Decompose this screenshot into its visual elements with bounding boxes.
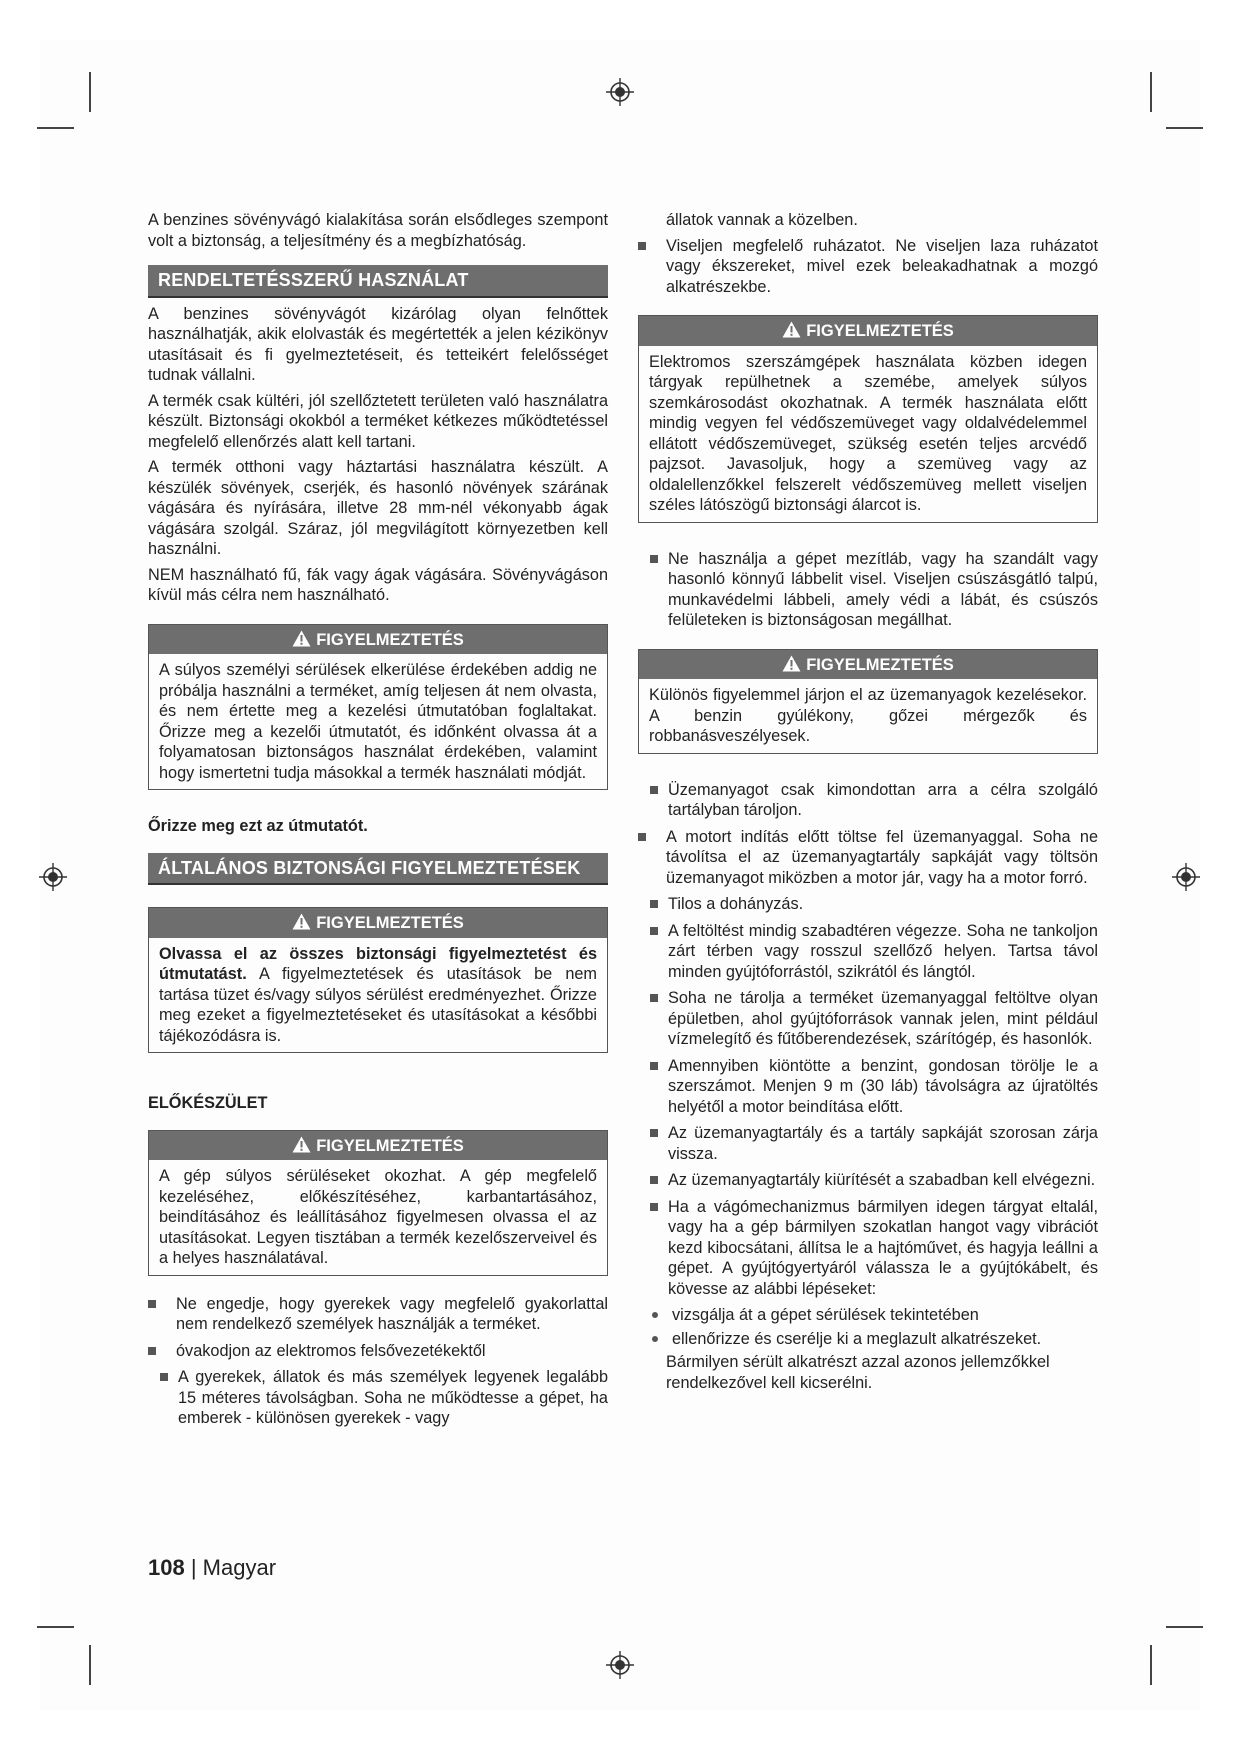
page-number: 108 — [148, 1555, 185, 1580]
list-item: óvakodjon az elektromos felsővezetékektől — [148, 1341, 608, 1362]
warning-text: A súlyos személyi sérülések elkerülése érdekében addig ne próbálja használni a terméket, amíg teljesen át nem olvasta, és nem értette meg a kezelési útmutatóban foglaltakat. Őrizze meg a kezelői útmutatót, és időnként olvassa át a folyamatosan biztonságos használat érdekében, valamint hogy ismertetni tudja másokkal a termék használati módját. — [159, 661, 597, 782]
footer-separator: | — [184, 1555, 203, 1580]
bullet-list-indented — [638, 894, 1098, 1299]
warning-box — [148, 1130, 608, 1276]
warning-triangle-icon — [292, 1136, 311, 1153]
bullet-list — [638, 236, 1098, 298]
warning-header — [149, 625, 607, 655]
warning-title: FIGYELMEZTETÉS — [316, 1136, 464, 1155]
warning-text: Elektromos szerszámgépek használata közben idegen tárgyak repülhetnek a szemébe, amelyek súlyos szemkárosodást okozhatnak. A termék használata előtt mindig vegyen fel védőszemüveget vagy oldalvédelemmel ellátott védőszemüveget, szükség esetén teljes arcvédő pajzsot. Javasoljuk, hogy a szemüveg vagy az oldalellenzőkkel felszerelt védőszemüveg mellett viseljen széles látószögű biztonsági álarcot is. — [649, 352, 1087, 514]
continued-text: állatok vannak a közelben. — [666, 211, 858, 229]
bullet-list — [638, 827, 1098, 889]
list-item: Amennyiben kiöntötte a benzint, gondosan törölje le a szerszámot. Menjen 9 m (30 láb) távolságra az újratöltés helyétől a motor beindítása előtt. — [638, 1056, 1098, 1118]
section-title-preparation: ELŐKÉSZÜLET — [148, 1094, 268, 1112]
page-footer — [148, 1555, 276, 1581]
intro-paragraph: A benzines sövényvágó kialakítása során elsődleges szempont volt a biztonság, a teljesítmény és a megbízhatóság. — [148, 211, 608, 250]
warning-text: A gép súlyos sérüléseket okozhat. A gép megfelelő kezeléséhez, előkészítéséhez, karbantartásához, beindításához és leállításához figyelmesen olvassa el az utasításokat. Legyen tisztában a termék kezelőszerveivel és a helyes használatával. — [159, 1167, 597, 1267]
crop-mark-bl-h — [37, 1626, 74, 1628]
warning-box — [148, 624, 608, 791]
list-item: vizsgálja át a gépet sérülések tekintetében — [638, 1305, 1098, 1326]
list-item: Üzemanyagot csak kimondottan arra a célra szolgáló tartályban tároljon. — [638, 780, 1098, 821]
square-bullet-icon — [650, 900, 658, 908]
list-item: Soha ne tárolja a terméket üzemanyaggal feltöltve olyan épületben, ahol gyújtóforrások vannak jelen, mint például vízmelegítő és fűtőberendezések, szárítógép, és hasonlók. — [638, 988, 1098, 1050]
square-bullet-icon — [148, 1300, 156, 1308]
square-bullet-icon — [650, 1129, 658, 1137]
crop-mark-bl-v — [89, 1645, 91, 1685]
dot-bullet-icon — [652, 1312, 658, 1318]
section-title-general-safety: ÁLTALÁNOS BIZTONSÁGI FIGYELMEZTETÉSEK — [148, 853, 608, 886]
list-item: A gyerekek, állatok és más személyek legyenek legalább 15 méteres távolságban. Soha ne működtesse a gépet, ha emberek - különösen gyerekek - vagy — [148, 1367, 608, 1429]
list-item: Ne engedje, hogy gyerekek vagy megfelelő gyakorlattal nem rendelkező személyek használják a terméket. — [148, 1294, 608, 1335]
bullet-list-indented — [638, 780, 1098, 821]
square-bullet-icon — [638, 242, 646, 250]
registration-mark-icon — [1171, 862, 1201, 892]
warning-triangle-icon — [782, 655, 801, 672]
square-bullet-icon — [650, 1062, 658, 1070]
crop-mark-br-v — [1150, 1645, 1152, 1685]
list-item: Az üzemanyagtartály kiürítését a szabadban kell elvégezni. — [638, 1170, 1098, 1191]
bullet-list-indented — [638, 549, 1098, 631]
warning-triangle-icon — [782, 321, 801, 338]
list-item: Ne használja a gépet mezítláb, vagy ha szandált vagy hasonló könnyű lábbelit visel. Viseljen csúszásgátló talpú, munkavédelmi lábbeli, amely védi a lábát, és csúszós felületeken is biztonságosan megállhat. — [638, 549, 1098, 631]
square-bullet-icon — [650, 927, 658, 935]
bullet-list — [148, 1294, 608, 1362]
warning-text: Különös figyelemmel járjon el az üzemanyagok kezelésekor. A benzin gyúlékony, gőzei mérgezők és robbanásveszélyesek. — [649, 686, 1087, 745]
right-column — [638, 210, 1098, 1393]
warning-header — [639, 650, 1097, 680]
list-item: Ha a vágómechanizmus bármilyen idegen tárgyat eltalál, vagy ha a gép bármilyen szokatlan hangot vagy vibrációt kezd kibocsátani, állítsa le a hajtóművet, és hagyja leállni a gépet. A gyújtógyertyáról válassza le a gyújtókábelt, és kövesse az alábbi lépéseket: — [638, 1197, 1098, 1300]
crop-mark-br-h — [1166, 1626, 1203, 1628]
dot-list — [638, 1305, 1098, 1349]
warning-header — [639, 316, 1097, 346]
footer-language: Magyar — [202, 1555, 277, 1580]
list-item: ellenőrizze és cserélje ki a meglazult alkatrészeket. — [638, 1329, 1098, 1350]
bullet-list-indented — [148, 1367, 608, 1429]
warning-box — [638, 315, 1098, 523]
warning-bold-text: Olvassa el az összes biztonsági figyelmeztetést és útmutatást. — [159, 944, 597, 983]
registration-mark-icon — [38, 862, 68, 892]
warning-title: FIGYELMEZTETÉS — [806, 322, 954, 340]
warning-text — [159, 944, 597, 1047]
section-title-intended-use: RENDELTETÉSSZERŰ HASZNÁLAT — [148, 265, 608, 298]
left-column — [148, 210, 608, 1435]
list-item: A feltöltést mindig szabadtéren végezze. Soha ne tankoljon zárt térben vagy rosszul szellőző helyen. Tartsa távol minden gyújtóforrástól, szikrától és lángtól. — [638, 921, 1098, 983]
paragraph: A termék csak kültéri, jól szellőztetett területen való használatra készült. Biztonsági okokból a terméket kétkezes működtetéssel megfelelő ellenőrzés alatt kell tartani. — [148, 391, 608, 451]
list-item: A motort indítás előtt töltse fel üzemanyaggal. Soha ne távolítsa el az üzemanyagtartály sapkáját vagy töltsön üzemanyagot miközben a motor jár, vagy ha a motor forró. — [638, 827, 1098, 889]
list-item: Viseljen megfelelő ruházatot. Ne viseljen laza ruházatot vagy ékszereket, mivel ezek beleakadhatnak a mozgó alkatrészekbe. — [638, 236, 1098, 298]
paragraph: NEM használható fű, fák vagy ágak vágására. Sövényvágáson kívül más célra nem használható. — [148, 565, 608, 604]
square-bullet-icon — [148, 1347, 156, 1355]
warning-box — [638, 649, 1098, 754]
paragraph: A termék otthoni vagy háztartási használatra készült. A készülék sövények, cserjék, és hasonló növények szárának vágására és nyírására, illetve 28 mm-nél vékonyabb ágak vágására szolgál. Száraz, jól megvilágított környezetben kell használni. — [148, 458, 608, 558]
warning-title: FIGYELMEZTETÉS — [316, 630, 464, 649]
square-bullet-icon — [650, 1203, 658, 1211]
warning-triangle-icon — [292, 913, 311, 930]
dot-bullet-icon — [652, 1336, 658, 1342]
list-item: Tilos a dohányzás. — [638, 894, 1098, 915]
warning-text-rest: A figyelmeztetések és utasítások be nem tartása tüzet és/vagy súlyos sérülést eredményezhet. Őrizze meg ezeket a figyelmeztetéseket és utasításokat a későbbi tájékozódásra is. — [159, 965, 597, 1045]
square-bullet-icon — [650, 555, 658, 563]
crop-mark-tl-h — [37, 127, 74, 129]
crop-mark-tl-v — [89, 72, 91, 112]
keep-manual-note: Őrizze meg ezt az útmutatót. — [148, 817, 368, 835]
square-bullet-icon — [650, 994, 658, 1002]
warning-header — [149, 1131, 607, 1161]
square-bullet-icon — [650, 786, 658, 794]
crop-mark-tr-v — [1150, 72, 1152, 112]
closing-text: Bármilyen sérült alkatrészt azzal azonos jellemzőkkel rendelkezővel kell kicserélni. — [666, 1353, 1050, 1392]
square-bullet-icon — [650, 1176, 658, 1184]
square-bullet-icon — [160, 1373, 168, 1381]
square-bullet-icon — [638, 833, 646, 841]
registration-mark-icon — [605, 1650, 635, 1680]
warning-triangle-icon — [292, 630, 311, 647]
list-item: Az üzemanyagtartály és a tartály sapkáját szorosan zárja vissza. — [638, 1123, 1098, 1164]
crop-mark-tr-h — [1166, 127, 1203, 129]
warning-header — [149, 908, 607, 938]
warning-title: FIGYELMEZTETÉS — [316, 914, 464, 932]
warning-title: FIGYELMEZTETÉS — [806, 655, 954, 674]
paragraph: A benzines sövényvágót kizárólag olyan felnőttek használhatják, akik elolvasták és megértették a jelen kézikönyv utasításait és fi gyelmeztetéseit, és tetteikért felelősséget tudnak vállalni. — [148, 304, 608, 384]
registration-mark-icon — [605, 77, 635, 107]
warning-box — [148, 907, 608, 1053]
